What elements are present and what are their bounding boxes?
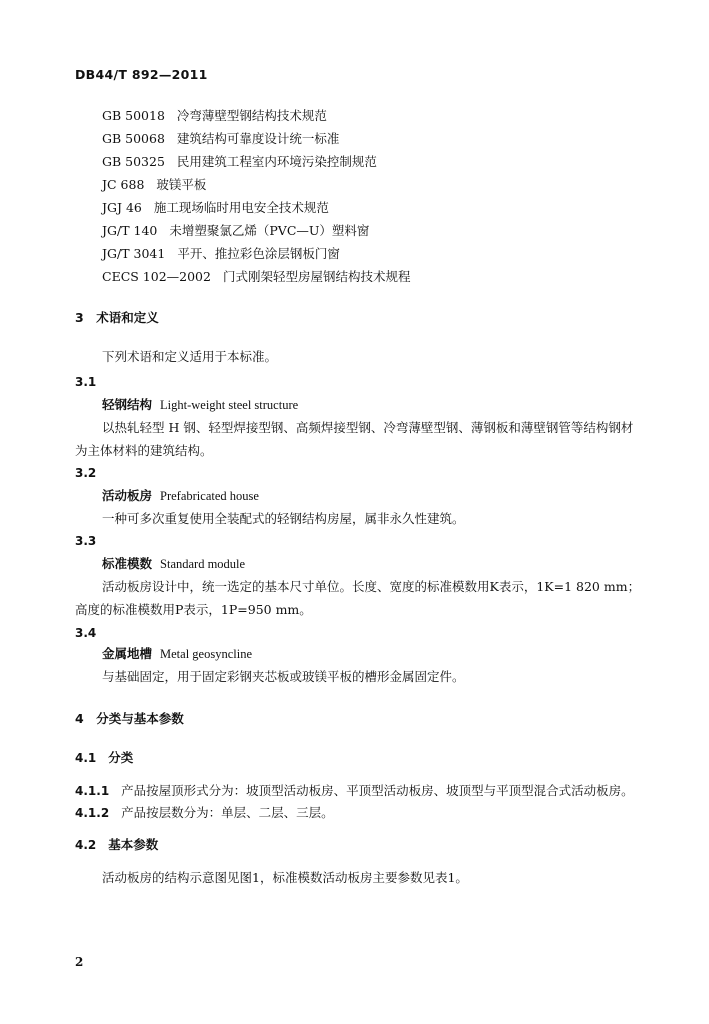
document-id: DB44/T 892—2011 [75, 67, 208, 82]
reference-code: CECS 102—2002 [102, 269, 211, 284]
term-number: 3.4 [75, 626, 97, 640]
reference-item [102, 177, 206, 193]
clause-number: 4.1.1 [75, 784, 110, 798]
clause-text: 产品按屋顶形式分为：坡顶型活动板房、平顶型活动板房、坡顶型与平顶型混合式活动板房。 [121, 783, 634, 798]
subsection-number: 4.2 [75, 838, 97, 852]
section-paragraph: 活动板房的结构示意图见图1，标准模数活动板房主要参数见表1。 [102, 870, 468, 885]
reference-code: GB 50068 [102, 131, 165, 146]
subsection-heading [75, 837, 158, 853]
subsection-title: 基本参数 [108, 837, 159, 852]
reference-item [102, 131, 339, 147]
section-heading: 4 分类与基本参数 [75, 711, 184, 726]
term-definition: 高度的标准模数用P表示，1P=950 mm。 [75, 602, 312, 617]
reference-item [102, 246, 340, 262]
reference-code: JG/T 140 [102, 223, 158, 238]
section-intro: 下列术语和定义适用于本标准。 [102, 349, 278, 364]
section-heading: 3 术语和定义 [75, 310, 159, 325]
reference-title: 冷弯薄壁型钢结构技术规范 [176, 108, 327, 123]
clause-item [75, 805, 334, 821]
term-name-zh: 轻钢结构 [102, 397, 153, 412]
reference-title: 民用建筑工程室内环境污染控制规范 [176, 154, 377, 169]
term-name-en: Prefabricated house [160, 489, 259, 503]
term-name-en: Standard module [160, 557, 246, 571]
term-name-zh: 标准模数 [102, 556, 153, 571]
reference-code: JG/T 3041 [102, 246, 166, 261]
reference-item [102, 269, 410, 285]
term-title [102, 397, 298, 413]
page-number: 2 [75, 955, 84, 969]
term-number: 3.1 [75, 375, 97, 389]
reference-title: 平开、推拉彩色涂层钢板门窗 [177, 246, 340, 261]
term-name-en: Light-weight steel structure [160, 398, 299, 412]
term-definition: 与基础固定，用于固定彩钢夹芯板或玻镁平板的槽形金属固定件。 [102, 669, 465, 684]
term-title [102, 488, 259, 504]
subsection-title: 分类 [108, 750, 134, 765]
reference-item [102, 223, 369, 239]
term-number: 3.2 [75, 466, 97, 480]
reference-title: 未增塑聚氯乙烯（PVC—U）塑料窗 [169, 223, 370, 238]
reference-item [102, 200, 329, 216]
reference-title: 门式刚架轻型房屋钢结构技术规程 [222, 269, 411, 284]
term-title [102, 556, 245, 572]
reference-code: JC 688 [102, 177, 145, 192]
reference-title: 建筑结构可靠度设计统一标准 [176, 131, 340, 146]
reference-title: 玻镁平板 [156, 177, 207, 192]
reference-code: GB 50018 [102, 108, 165, 123]
clause-text: 产品按层数分为：单层、二层、三层。 [121, 805, 334, 820]
subsection-heading [75, 750, 133, 766]
clause-number: 4.1.2 [75, 806, 110, 820]
reference-item [102, 108, 327, 124]
reference-item [102, 154, 377, 170]
reference-code: JGJ 46 [102, 200, 142, 215]
term-definition: 活动板房设计中，统一选定的基本尺寸单位。长度、宽度的标准模数用K表示，1K=1 820 mm； [102, 579, 641, 594]
term-name-zh: 活动板房 [102, 488, 153, 503]
term-title [102, 646, 252, 662]
term-definition: 以热轧轻型 H 钢、轻型焊接型钢、高频焊接型钢、冷弯薄壁型钢、薄钢板和薄壁钢管等结构钢材 [102, 420, 634, 435]
subsection-number: 4.1 [75, 751, 97, 765]
term-name-en: Metal geosyncline [160, 647, 253, 661]
clause-item [75, 783, 634, 799]
term-name-zh: 金属地槽 [102, 646, 153, 661]
term-definition: 一种可多次重复使用全装配式的轻钢结构房屋，属非永久性建筑。 [102, 511, 465, 526]
term-number: 3.3 [75, 534, 97, 548]
reference-title: 施工现场临时用电安全技术规范 [153, 200, 329, 215]
reference-code: GB 50325 [102, 154, 165, 169]
term-definition: 为主体材料的建筑结构。 [75, 443, 213, 458]
